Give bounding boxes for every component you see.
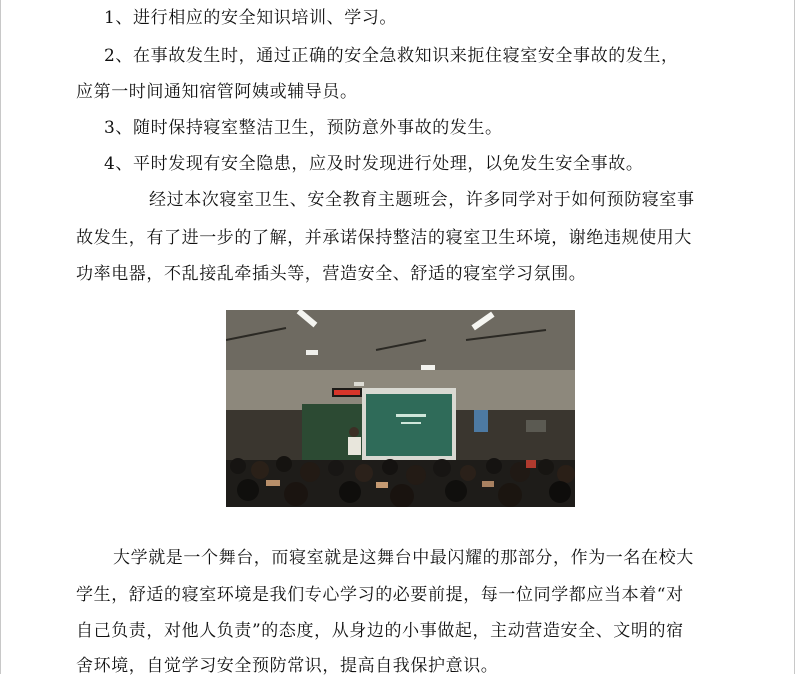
paragraph1-line-3: 功率电器，不乱接乱牵插头等，营造安全、舒适的寝室学习氛围。	[76, 264, 587, 284]
list-item-1: 1、进行相应的安全知识培训、学习。	[104, 8, 398, 28]
page-edge-right	[794, 0, 795, 674]
paragraph2-line-3: 自己负责，对他人负责”的态度，从身边的小事做起，主动营造安全、文明的宿	[76, 621, 684, 641]
paragraph2-line-2: 学生，舒适的寝室环境是我们专心学习的必要前提，每一位同学都应当本着“对	[76, 585, 684, 605]
list-item-2-continued: 应第一时间通知宿管阿姨或辅导员。	[76, 82, 358, 102]
list-item-3: 3、随时保持寝室整洁卫生，预防意外事故的发生。	[104, 118, 503, 138]
paragraph1-line-1: 经过本次寝室卫生、安全教育主题班会，许多同学对于如何预防寝室事	[149, 190, 695, 210]
paragraph2-line-4: 舍环境，自觉学习安全预防常识，提高自我保护意识。	[76, 656, 499, 676]
list-item-2: 2、在事故发生时，通过正确的安全急救知识来扼住寝室安全事故的发生，	[104, 46, 679, 66]
classroom-meeting-photo	[226, 310, 575, 507]
page-edge-left	[0, 0, 1, 674]
list-item-4: 4、平时发现有安全隐患，应及时发现进行处理，以免发生安全事故。	[104, 154, 644, 174]
paragraph1-line-2: 故发生，有了进一步的了解，并承诺保持整洁的寝室卫生环境，谢绝违规使用大	[76, 228, 692, 248]
paragraph2-line-1: 大学就是一个舞台，而寝室就是这舞台中最闪耀的那部分，作为一名在校大	[113, 548, 694, 568]
